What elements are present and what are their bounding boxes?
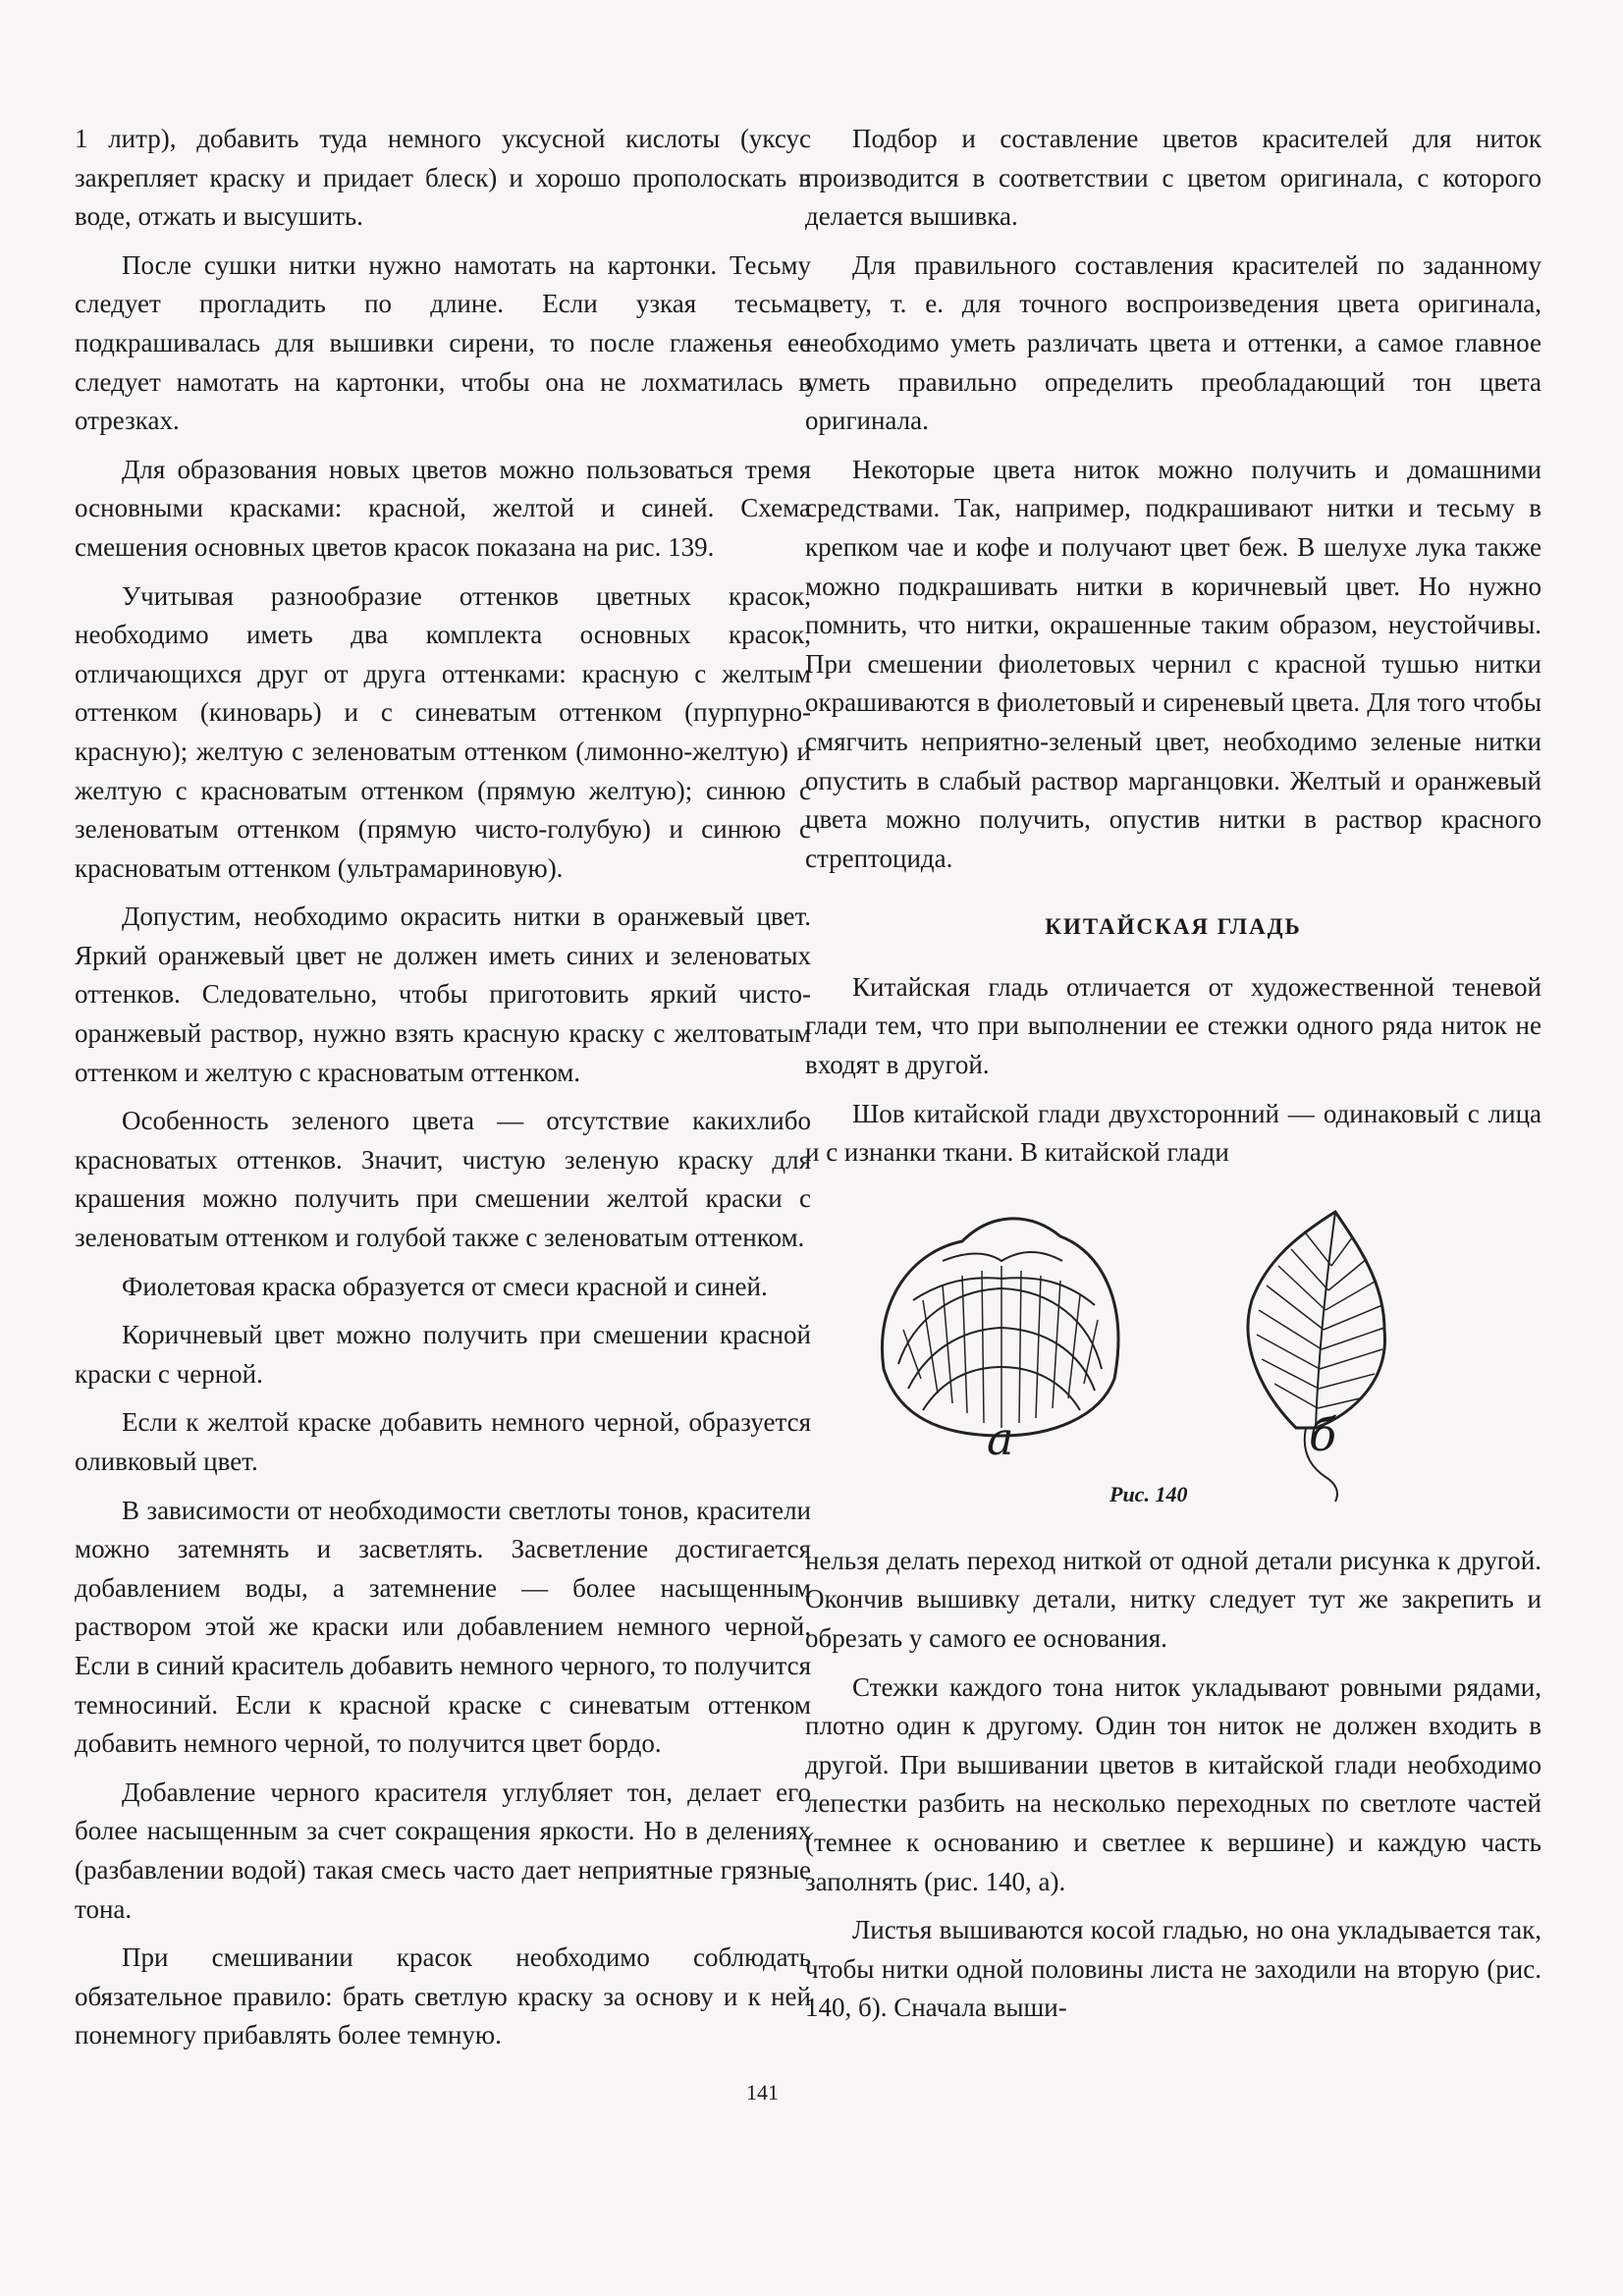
paragraph: нельзя делать переход ниткой от одной детали рисунка к другой. Окончив вышивку детали, нитку следует тут же закрепить и обрезать у самого ее основания. xyxy=(805,1545,1542,1654)
paragraph: Учитывая разнообразие оттенков цветных красок, необходимо иметь два комплекта основных красок, отличающихся друг от друга оттенками: красную с желтым оттенком (киноварь) и с синеватым оттенком (пурпурно-красную); желтую с зеленоватым оттенком (лимонно-желтую) и желтую с красноватым оттенком (прямую желтую); синюю с зеленоватым оттенком (прямую чисто-голубую) и синюю с красноватым оттенком (ультрамариновую). xyxy=(75,580,811,883)
paragraph: При смешивании красок необходимо соблюдать обязательное правило: брать светлую краску за основу и к ней понемногу прибавлять более темную. xyxy=(75,1942,811,2050)
page-number: 141 xyxy=(746,2080,779,2105)
paragraph: Стежки каждого тона ниток укладывают ровными рядами, плотно один к другому. Один тон ниток не должен входить в другой. При вышивании цветов в китайской глади необходимо лепестки разбить на несколько переходных по светлоте частей (темнее к основанию и светлее к вершине) и каждую часть заполнять (рис. 140, а). xyxy=(805,1671,1542,1896)
paragraph: Китайская гладь отличается от художественной теневой глади тем, что при выполнении ее стежки одного ряда ниток не входят в другой. xyxy=(805,971,1542,1080)
paragraph: Особенность зеленого цвета — отсутствие какихлибо красноватых оттенков. Значит, чистую зеленую краску для крашения можно получить при смешении желтой краски с зеленоватым оттенком и голубой также с зеленоватым оттенком. xyxy=(75,1106,811,1253)
paragraph: Если к желтой краске добавить немного черной, образуется оливковый цвет. xyxy=(75,1407,811,1476)
paragraph: Подбор и составление цветов красителей для ниток производится в соответствии с цветом оригинала, с которого делается вышивка. xyxy=(805,124,1542,232)
paragraph: Некоторые цвета ниток можно получить и домашними средствами. Так, например, подкрашивают нитки и тесьму в крепком чае и кофе и получают цвет беж. В шелухе лука также можно подкрашивать нитки в коричневый цвет. Но нужно помнить, что нитки, окрашенные таким образом, неустойчивы. При смешении фиолетовых чернил с красной тушью нитки окрашиваются в фиолетовый и сиреневый цвета. Для того чтобы смягчить неприятно-зеленый цвет, необходимо зеленые нитки опустить в слабый раствор марганцовки. Желтый и оранжевый цвета можно получить, опустив нитки в раствор красного стрептоцида. xyxy=(805,454,1542,873)
paragraph: Шов китайской глади двухсторонний — одинаковый с лица и с изнанки ткани. В китайской глади xyxy=(805,1098,1542,1168)
section-heading: КИТАЙСКАЯ ГЛАДЬ xyxy=(1045,914,1302,940)
figure-140 xyxy=(805,1182,1542,1536)
paragraph: Фиолетовая краска образуется от смеси красной и синей. xyxy=(122,1271,768,1301)
paragraph: 1 литр), добавить туда немного уксусной кислоты (уксус закрепляет краску и придает блеск) и хорошо прополоскать в воде, отжать и высушить. xyxy=(75,124,811,232)
figure-label-a: а xyxy=(987,1411,1014,1465)
paragraph: Добавление черного красителя углубляет тон, делает его более насыщенным за счет сокращения яркости. Но в делениях (разбавлении водой) такая смесь часто дает неприятные грязные тона. xyxy=(75,1777,811,1924)
paragraph: Допустим, необходимо окрасить нитки в оранжевый цвет. Яркий оранжевый цвет не должен иметь синих и зеленоватых оттенков. Следовательно, чтобы приготовить яркий чисто-оранжевый раствор, нужно взять красную краску с желтоватым оттенком и желтую с красноватым оттенком. xyxy=(75,902,811,1087)
petal-drawing-a xyxy=(882,1219,1117,1436)
paragraph: В зависимости от необходимости светлоты тонов, красители можно затемнять и засветлять. Засветление достигается добавлением воды, а затемнение — более насыщенным раствором этой же краски или добавлением немного черной. Если в синий краситель добавить немного черного, то получится темносиний. Если к красной краске с синеватым оттенком добавить немного черной, то получится цвет бордо. xyxy=(75,1495,811,1759)
figure-caption: Рис. 140 xyxy=(1109,1481,1188,1506)
right-column xyxy=(805,120,1542,2038)
figure-label-b: б xyxy=(1309,1407,1337,1461)
left-column xyxy=(75,120,811,2065)
embroidery-illustration xyxy=(805,1182,1542,1516)
paragraph: Листья вышиваются косой гладью, но она укладывается так, чтобы нитки одной половины листа не заходили на вторую (рис. 140, б). Сначала выши- xyxy=(805,1915,1542,2023)
paragraph: После сушки нитки нужно намотать на картонки. Тесьму следует прогладить по длине. Если узкая тесьма подкрашивалась для вышивки сирени, то после глаженья ее следует намотать на картонки, чтобы она не лохматилась в отрезках. xyxy=(75,249,811,436)
paragraph: Для образования новых цветов можно пользоваться тремя основными красками: красной, желтой и синей. Схема смешения основных цветов красок показана на рис. 139. xyxy=(75,454,811,562)
paragraph: Коричневый цвет можно получить при смешении красной краски с черной. xyxy=(75,1320,811,1389)
paragraph: Для правильного составления красителей по заданному цвету, т. е. для точного воспроизведения цвета оригинала, необходимо уметь различать цвета и оттенки, а самое главное уметь правильно определить преобладающий тон цвета оригинала. xyxy=(805,249,1542,436)
